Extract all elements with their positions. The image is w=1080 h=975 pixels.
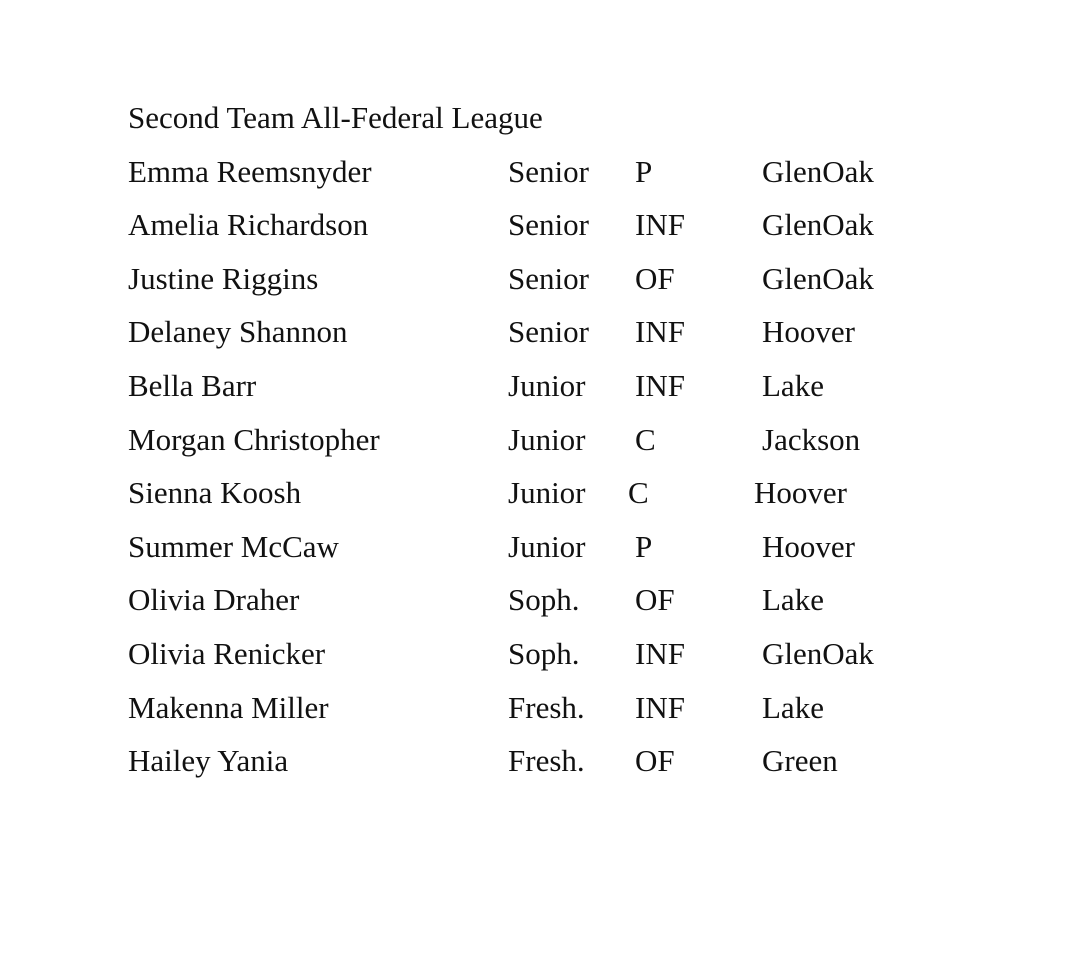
player-position: C	[628, 475, 649, 511]
player-school: Hoover	[762, 314, 855, 350]
player-school: GlenOak	[762, 260, 874, 296]
player-class: Senior	[508, 260, 589, 296]
player-class: Junior	[508, 528, 586, 564]
player-name: Sienna Koosh	[128, 475, 302, 511]
table-row	[128, 366, 1028, 420]
player-class: Senior	[508, 153, 589, 189]
player-class: Fresh.	[508, 689, 585, 725]
page-title: Second Team All-Federal League	[128, 100, 543, 135]
player-position: INF	[635, 635, 685, 671]
player-school: GlenOak	[762, 153, 874, 189]
player-name: Justine Riggins	[128, 260, 319, 296]
player-school: Lake	[762, 689, 824, 725]
player-school: Green	[762, 743, 838, 779]
table-row	[128, 152, 1028, 206]
table-row	[128, 580, 1028, 634]
player-position: P	[635, 528, 653, 564]
table-row	[128, 634, 1028, 688]
table-row	[128, 527, 1028, 581]
player-position: INF	[635, 367, 685, 403]
player-class: Soph.	[508, 635, 580, 671]
table-row	[128, 473, 1028, 527]
player-position: INF	[635, 689, 685, 725]
player-position: OF	[635, 582, 675, 618]
table-row	[128, 420, 1028, 474]
table-row	[128, 688, 1028, 742]
player-name: Delaney Shannon	[128, 314, 348, 350]
player-school: Lake	[762, 367, 824, 403]
player-position: INF	[635, 314, 685, 350]
player-name: Summer McCaw	[128, 528, 339, 564]
player-class: Senior	[508, 314, 589, 350]
player-name: Olivia Renicker	[128, 635, 326, 671]
player-name: Hailey Yania	[128, 743, 289, 779]
table-row	[128, 205, 1028, 259]
player-name: Amelia Richardson	[128, 207, 369, 243]
player-class: Soph.	[508, 582, 580, 618]
player-position: OF	[635, 260, 675, 296]
player-name: Emma Reemsnyder	[128, 153, 372, 189]
player-school: GlenOak	[762, 207, 874, 243]
document-body	[128, 98, 1028, 795]
player-class: Junior	[508, 367, 586, 403]
player-position: P	[635, 153, 653, 189]
player-position: C	[635, 421, 656, 457]
table-row	[128, 259, 1028, 313]
player-school: Hoover	[754, 475, 847, 511]
player-school: Jackson	[762, 421, 861, 457]
table-row	[128, 741, 1028, 795]
player-class: Junior	[508, 421, 586, 457]
player-name: Olivia Draher	[128, 582, 300, 618]
player-school: Lake	[762, 582, 824, 618]
table-row	[128, 312, 1028, 366]
player-name: Morgan Christopher	[128, 421, 380, 457]
player-school: Hoover	[762, 528, 855, 564]
player-position: OF	[635, 743, 675, 779]
player-class: Fresh.	[508, 743, 585, 779]
player-class: Senior	[508, 207, 589, 243]
player-name: Bella Barr	[128, 367, 257, 403]
player-class: Junior	[508, 475, 586, 511]
player-name: Makenna Miller	[128, 689, 329, 725]
player-position: INF	[635, 207, 685, 243]
player-school: GlenOak	[762, 635, 874, 671]
